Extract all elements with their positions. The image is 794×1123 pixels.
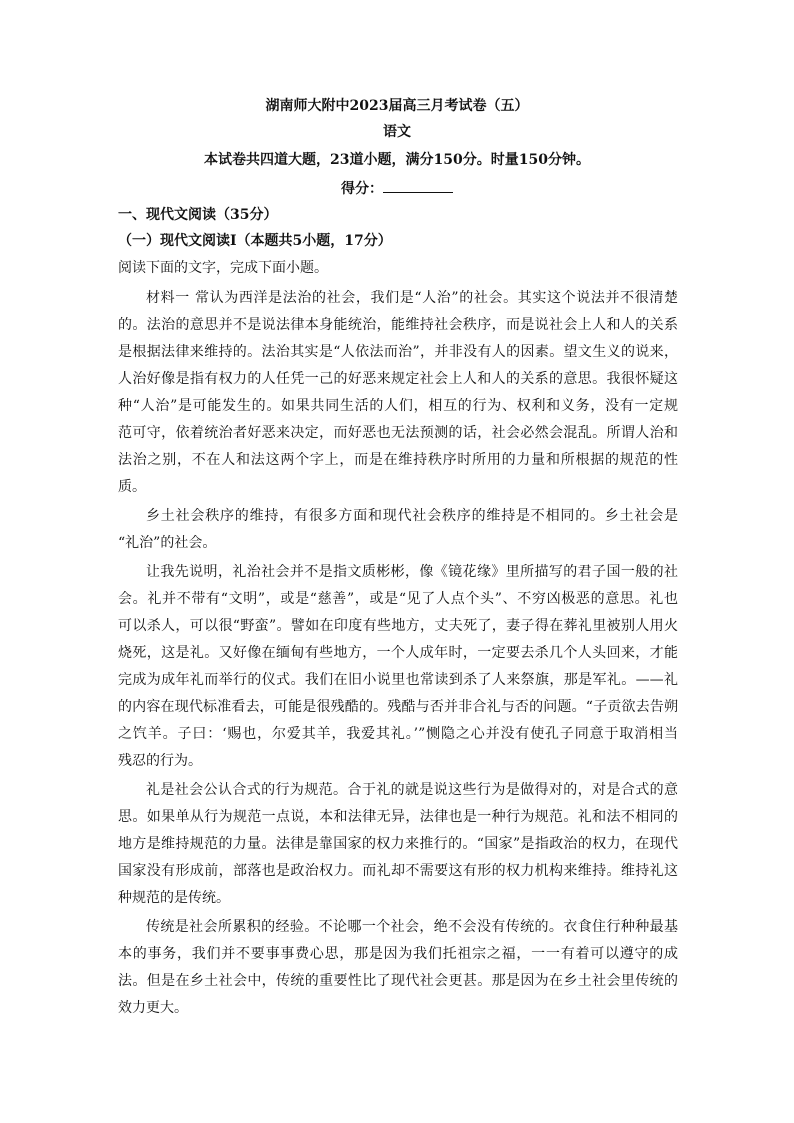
text-line: 传统是社会所累积的经验。不论哪一个社会，绝不会没有传统的。衣食住行种种最基 <box>146 919 678 935</box>
text-line: 的内容在现代标准看去，可能是很残酷的。残酷与否并非合礼与否的问题。“子贡欲去告朔 <box>118 699 678 715</box>
text-line: 种规范的是传统。 <box>118 890 230 906</box>
text-line: 的。法治的意思并不是说法律本身能统治，能维持社会秩序，而是说社会上人和人的关系 <box>118 317 678 333</box>
text-line: 国家没有形成前，部落也是政治权力。而礼却不需要这有形的权力机构来维持。维持礼这 <box>118 863 678 879</box>
text-line: 本的事务，我们并不要事事费心思，那是因为我们托祖宗之福，一一有着可以遵守的成 <box>118 946 678 962</box>
text-line: 礼是社会公认合式的行为规范。合于礼的就是说这些行为是做得对的，对是合式的意 <box>146 782 678 798</box>
text-line: 质。 <box>118 479 146 495</box>
instruction-text: 阅读下面的文字，完成下面小题。 <box>118 260 328 276</box>
subsection-heading: （一）现代文阅读Ⅰ（本题共5小题，17分） <box>118 233 392 249</box>
score-label: 得分： <box>341 181 383 197</box>
text-line: 法。但是在乡土社会中，传统的重要性比了现代社会更甚。那是因为在乡土社会里传统的 <box>118 973 678 989</box>
text-line: 会。礼并不带有“文明”，或是“慈善”，或是“见了人点个头”、不穷凶极恶的意思。礼也 <box>118 591 678 607</box>
text-line: 之饩羊。子曰：‘赐也，尔爱其羊，我爱其礼。’”恻隐之心并没有使孔子同意于取消相当 <box>118 726 678 742</box>
text-line: 可以杀人，可以很“野蛮”。譬如在印度有些地方，丈夫死了，妻子得在葬礼里被别人用火 <box>118 618 678 634</box>
text-line: 是根据法律来维持的。法治其实是“人依法而治”，并非没有人的因素。望文生义的说来， <box>118 344 678 360</box>
exam-info: 本试卷共四道大题，23道小题，满分150分。时量150分钟。 <box>204 152 590 168</box>
exam-title: 湖南师大附中2023届高三月考试卷（五） <box>265 98 529 114</box>
text-line: 思。如果单从行为规范一点说，本和法律无异，法律也是一种行为规范。礼和法不相同的 <box>118 809 678 825</box>
subject-title: 语文 <box>383 124 411 140</box>
text-line: 乡土社会秩序的维持，有很多方面和现代社会秩序的维持是不相同的。乡土社会是 <box>146 508 678 524</box>
text-line: 地方是维持规范的力量。法律是靠国家的权力来推行的。“国家”是指政治的权力，在现代 <box>118 836 678 852</box>
text-line: 人治好像是指有权力的人任凭一己的好恶来规定社会上人和人的关系的意思。我很怀疑这 <box>118 371 678 387</box>
text-line: 法治之别，不在人和法这两个字上，而是在维持秩序时所用的力量和所根据的规范的性 <box>118 452 678 468</box>
text-line: 让我先说明，礼治社会并不是指文质彬彬，像《镜花缘》里所描写的君子国一般的社 <box>146 564 678 580</box>
section-heading: 一、现代文阅读（35分） <box>118 207 278 223</box>
text-line: 效力更大。 <box>118 1000 188 1016</box>
score-row <box>0 178 794 199</box>
text-line: 残忍的行为。 <box>118 753 202 769</box>
text-line: 完成为成年礼而举行的仪式。我们在旧小说里也常读到杀了人来祭旗，那是军礼。——礼 <box>118 672 678 688</box>
text-line: “礼治”的社会。 <box>118 535 217 551</box>
text-line: 种“人治”是可能发生的。如果共同生活的人们，相互的行为、权利和义务，没有一定规 <box>118 398 678 414</box>
score-blank[interactable] <box>383 178 453 193</box>
text-line: 范可守，依着统治者好恶来决定，而好恶也无法预测的话，社会必然会混乱。所谓人治和 <box>118 425 678 441</box>
text-line: 烧死，这是礼。又好像在缅甸有些地方，一个人成年时，一定要去杀几个人头回来，才能 <box>118 645 678 661</box>
text-line: 材料一 常认为西洋是法治的社会，我们是“人治”的社会。其实这个说法并不很清楚 <box>146 290 678 306</box>
